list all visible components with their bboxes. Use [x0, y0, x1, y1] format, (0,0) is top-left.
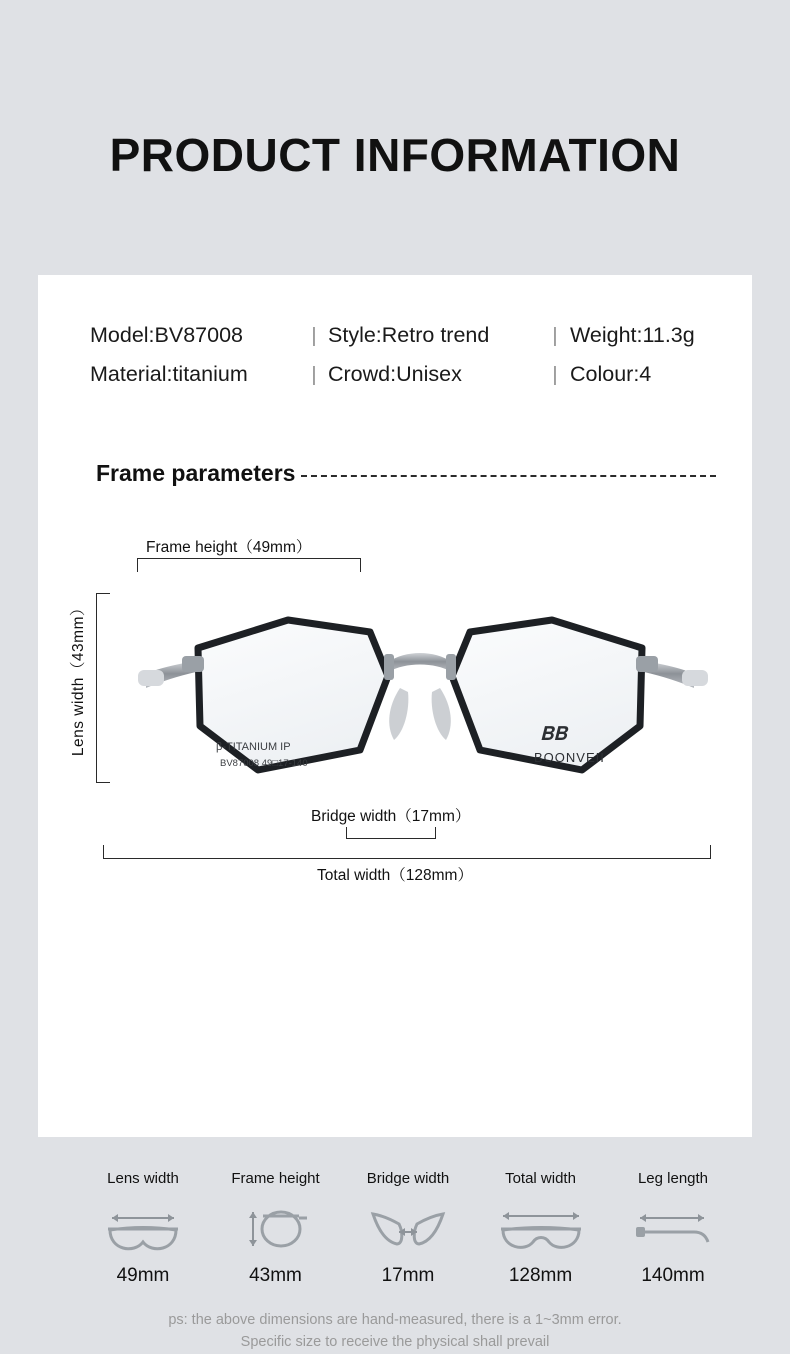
measure-label: Lens width [107, 1170, 179, 1187]
measure-value: 49mm [116, 1265, 170, 1286]
bridge-width-caption: Bridge width（17mm） [311, 808, 471, 825]
svg-text:BV87008 49□17-140: BV87008 49□17-140 [220, 758, 308, 769]
frame-dimension-diagram [38, 515, 752, 915]
svg-text:β-TITANIUM IP: β-TITANIUM IP [216, 741, 291, 753]
spec-list [90, 323, 710, 401]
measure-label: Bridge width [366, 1170, 450, 1187]
info-card [38, 275, 752, 1350]
total-width-bracket [103, 845, 711, 859]
measure-value: 128mm [508, 1265, 573, 1286]
spec-row [90, 323, 710, 348]
frame-height-caption: Frame height（49mm） [146, 539, 312, 556]
svg-text:𝐁𝐁: 𝐁𝐁 [540, 724, 567, 745]
spec-row [90, 362, 710, 387]
lens-width-icon [78, 1201, 208, 1257]
spec-separator: | [552, 325, 558, 347]
svg-text:BOONVEII: BOONVEII [534, 750, 605, 765]
footnote [38, 1310, 752, 1354]
measure-frame-height [211, 1170, 341, 1287]
bridge-width-icon [343, 1201, 473, 1257]
frame-parameters-heading [96, 460, 716, 487]
spec-separator: | [552, 364, 558, 386]
spec-colour: Colour:4 [570, 362, 652, 386]
measure-leg-length [608, 1170, 738, 1287]
spec-style: Style:Retro trend [328, 323, 490, 347]
lens-width-bracket [96, 593, 110, 783]
measure-label: Leg length [637, 1170, 709, 1187]
measure-value: 17mm [381, 1265, 435, 1286]
measure-total-width [476, 1170, 606, 1287]
dashed-rule [301, 475, 716, 477]
eyeglasses-illustration [138, 610, 708, 815]
measure-bridge-width [343, 1170, 473, 1287]
page-title: PRODUCT INFORMATION [109, 129, 681, 181]
measure-lens-width [78, 1170, 208, 1287]
total-width-caption: Total width（128mm） [317, 867, 473, 884]
spec-separator: | [311, 364, 317, 386]
leg-length-icon [608, 1201, 738, 1257]
spec-material: Material:titanium [90, 362, 248, 386]
measure-value: 43mm [249, 1265, 302, 1286]
frame-height-bracket [137, 558, 361, 572]
measure-value: 140mm [641, 1265, 705, 1286]
spec-model: Model:BV87008 [90, 323, 243, 347]
frame-parameters-label: Frame parameters [96, 460, 296, 486]
spec-separator: | [311, 325, 317, 347]
bridge-width-bracket [346, 827, 436, 839]
spec-crowd: Crowd:Unisex [328, 362, 462, 386]
footnote-line-1: ps: the above dimensions are hand-measured, there is a 1~3mm error. [168, 1312, 622, 1328]
footnote-line-2: Specific size to receive the physical shall prevail [240, 1333, 550, 1350]
measure-label: Frame height [231, 1170, 320, 1187]
measurement-summary-row [78, 1170, 738, 1287]
frame-height-icon [211, 1201, 341, 1257]
measure-label: Total width [505, 1170, 576, 1187]
total-width-icon [476, 1201, 606, 1257]
lens-width-caption: Lens width（43mm） [70, 600, 87, 757]
spec-weight: Weight:11.3g [570, 323, 695, 347]
